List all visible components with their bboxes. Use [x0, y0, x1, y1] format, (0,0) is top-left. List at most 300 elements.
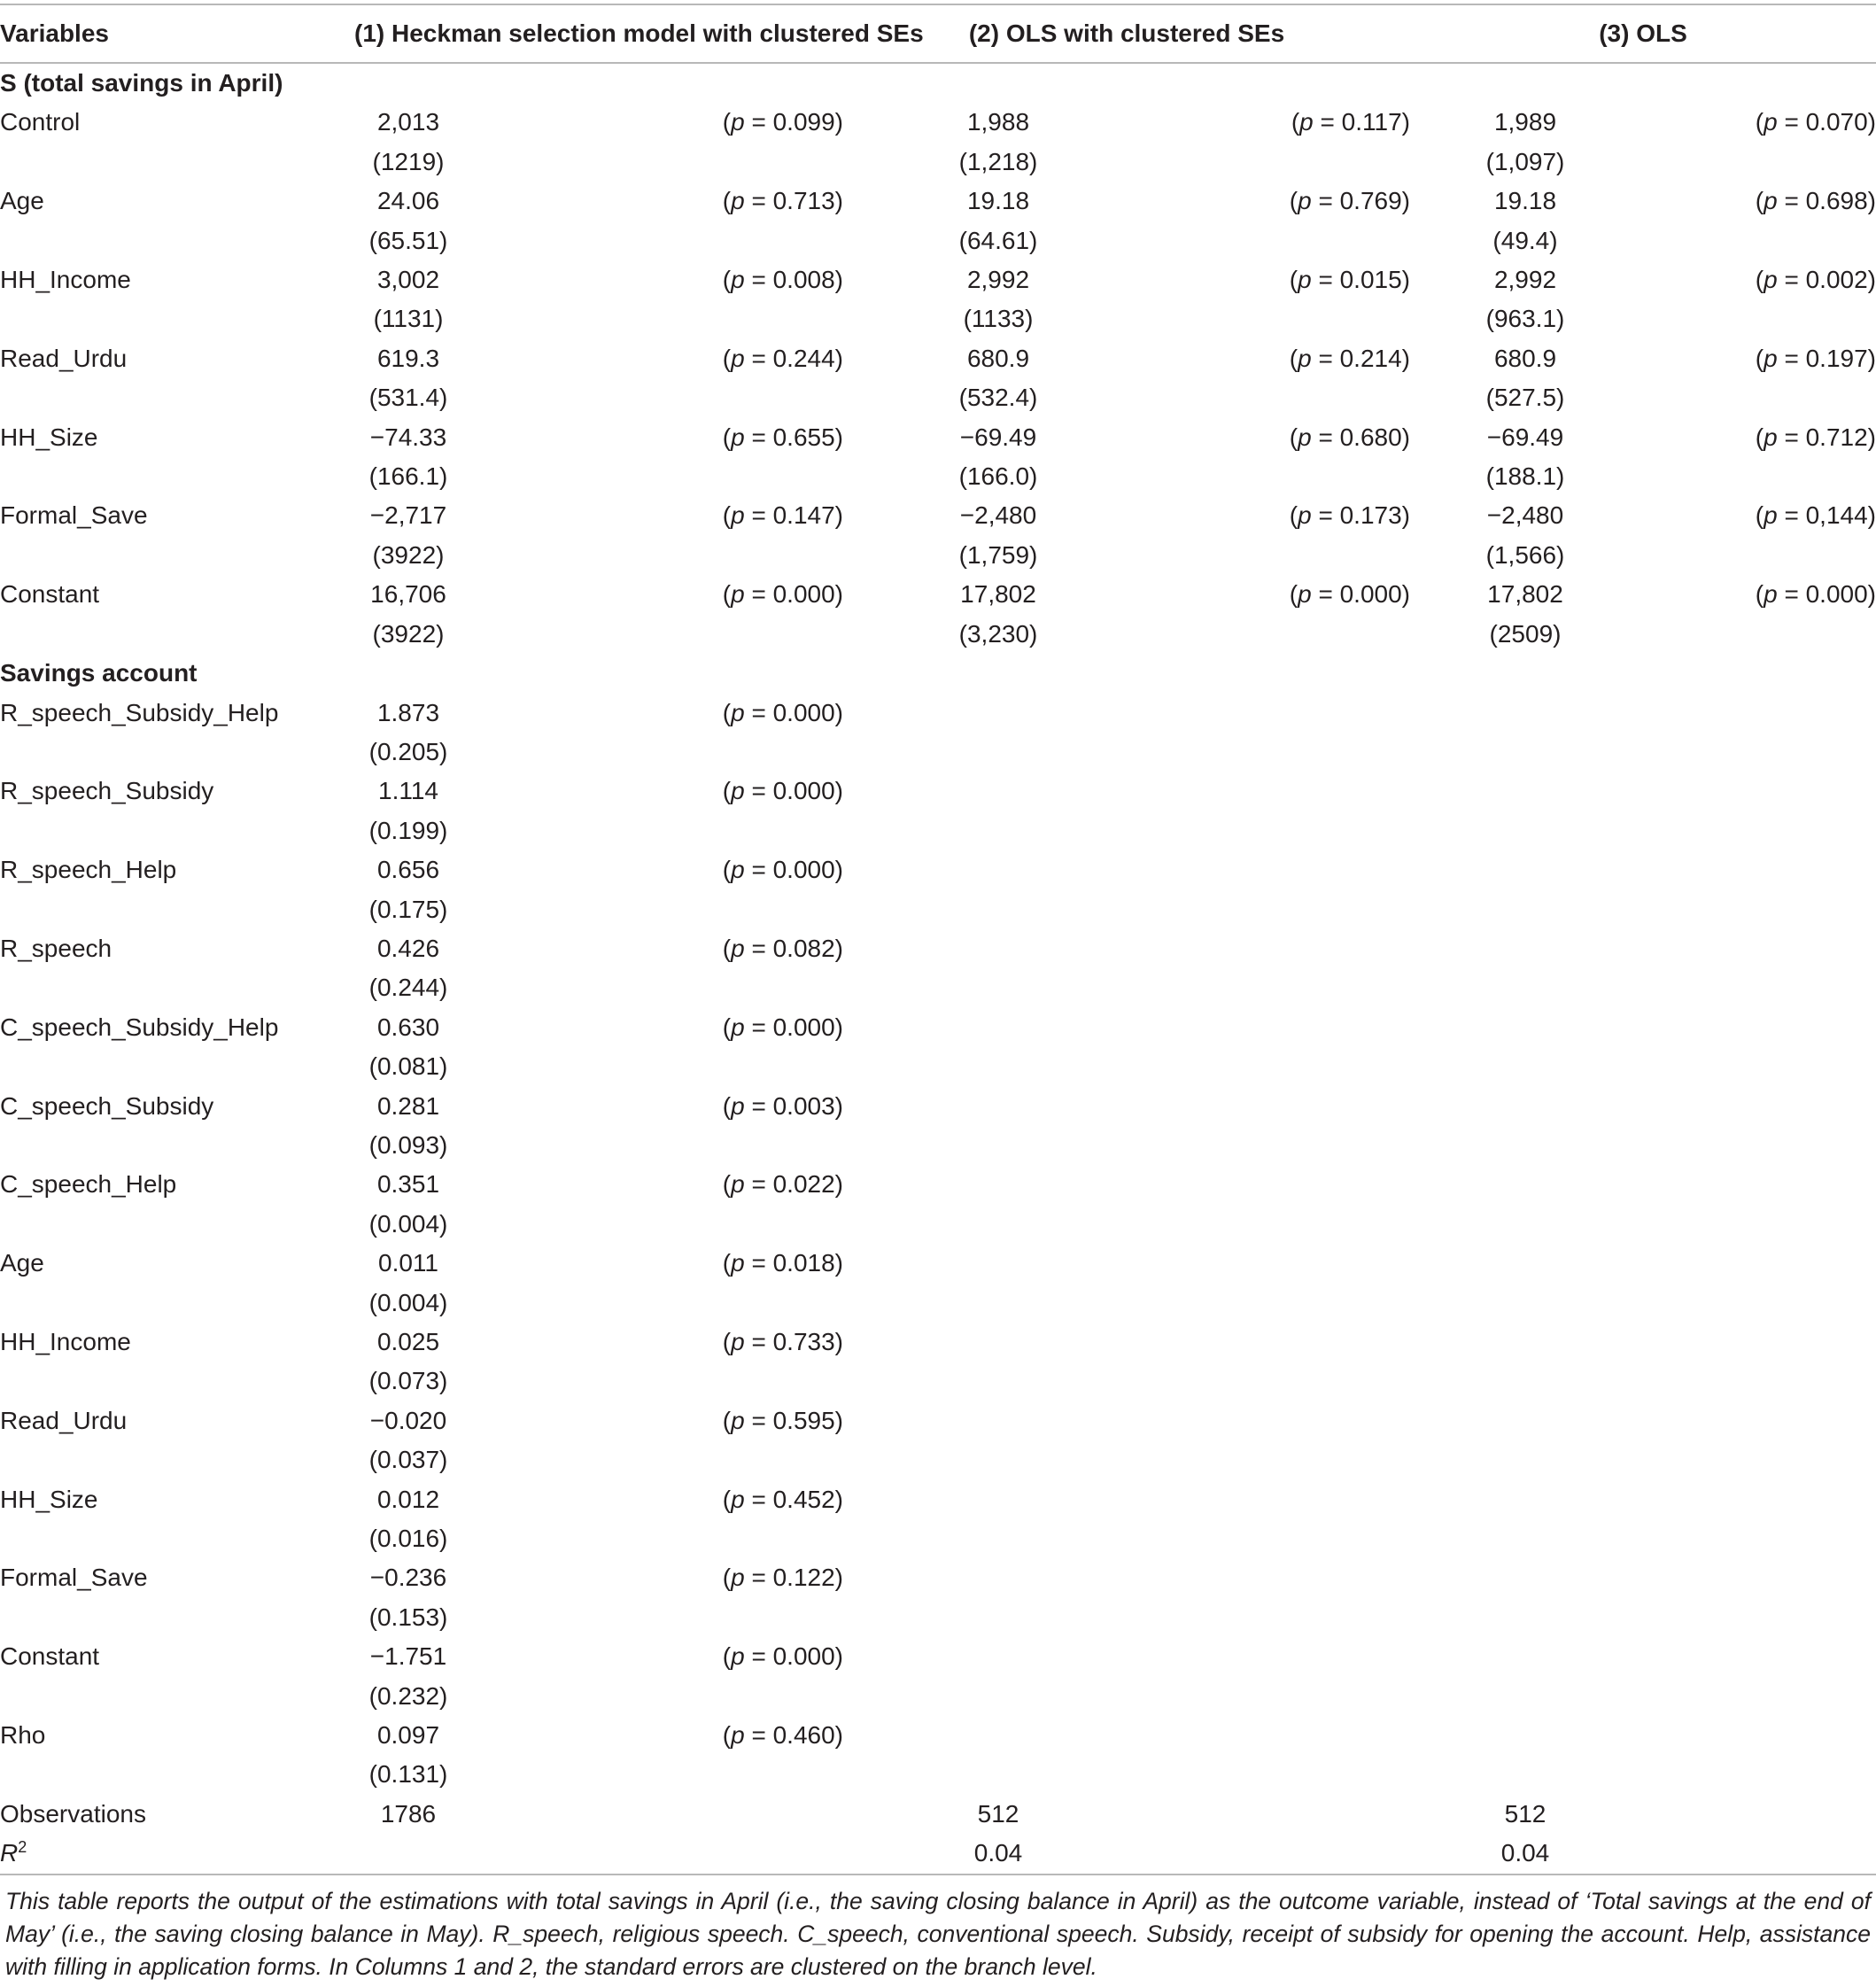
empty-cell: [1640, 457, 1876, 496]
coef-row: [0, 1244, 1876, 1283]
empty-cell: [462, 1755, 843, 1794]
empty-cell: [1640, 615, 1876, 654]
empty-cell: [0, 1205, 354, 1244]
p-open-paren: (: [722, 108, 732, 136]
pvalue-col1: [462, 339, 843, 378]
empty-cell: [462, 1519, 843, 1558]
pvalue-col2: [1153, 339, 1410, 378]
pvalue-col1: [462, 1087, 843, 1126]
se-col3: [1410, 1755, 1640, 1794]
p-open-paren: (: [722, 1091, 732, 1120]
empty-cell: [1153, 457, 1410, 496]
se-col2: [843, 1284, 1153, 1323]
coef-col1: −2,717: [369, 501, 447, 530]
p-close-paren: ): [834, 344, 843, 372]
empty-cell: [1153, 299, 1410, 338]
pvalue-col2: [1153, 1087, 1410, 1126]
empty-cell: [1640, 1440, 1876, 1479]
p-close-paren: ): [834, 934, 843, 962]
pvalue-col1: [462, 260, 843, 299]
se-col1: (0.004): [368, 1209, 448, 1238]
p-open-paren: (: [722, 698, 732, 726]
empty-cell: [1153, 1440, 1410, 1479]
empty-cell: [462, 457, 843, 496]
pvalue-col1: [462, 772, 843, 811]
se-col1: (0.037): [368, 1446, 448, 1474]
p-symbol: p: [731, 1170, 745, 1199]
header-col2: (2) OLS with clustered SEs: [843, 4, 1410, 63]
p-equals: =: [744, 934, 773, 962]
p-open-paren: (: [722, 777, 732, 805]
se-col1: (0.175): [368, 895, 448, 923]
p-close-paren: ): [834, 187, 843, 215]
se-row: [0, 615, 1876, 654]
p-symbol: p: [1299, 108, 1314, 136]
variable-label: R_speech_Subsidy: [0, 777, 214, 805]
p-open-paren: (: [722, 1249, 732, 1277]
coef-col2: [843, 1008, 1153, 1047]
empty-cell: [1640, 143, 1876, 182]
variable-label: R_speech: [0, 934, 112, 962]
empty-cell: [462, 968, 843, 1007]
p-equals: =: [744, 1406, 773, 1434]
p-symbol: p: [1298, 266, 1312, 294]
empty-cell: [462, 536, 843, 575]
p-value: 0.008: [772, 266, 835, 294]
variable-label: Age: [0, 1249, 44, 1277]
pvalue-col2: [1153, 929, 1410, 968]
coef-col2: 680.9: [966, 344, 1030, 372]
coef-col1: −74.33: [369, 423, 447, 451]
variable-label: C_speech_Subsidy: [0, 1091, 214, 1120]
pvalue-col2: [1153, 182, 1410, 221]
p-open-paren: (: [722, 501, 732, 530]
empty-cell: [1640, 536, 1876, 575]
empty-cell: [0, 1126, 354, 1165]
p-open-paren: (: [1289, 423, 1298, 451]
header-row: [0, 4, 1876, 63]
coef-row: [0, 1165, 1876, 1204]
empty-cell: [1153, 1834, 1410, 1874]
se-row: [0, 1047, 1876, 1086]
se-row: [0, 733, 1876, 772]
p-equals: =: [744, 777, 773, 805]
p-close-paren: ): [1867, 580, 1876, 609]
empty-cell: [1153, 1205, 1410, 1244]
p-open-paren: (: [722, 266, 732, 294]
coef-col1: 0.630: [376, 1013, 440, 1041]
empty-cell: [0, 536, 354, 575]
pvalue-col2: [1153, 575, 1410, 614]
empty-cell: [462, 1284, 843, 1323]
pvalue-col1: [462, 575, 843, 614]
p-close-paren: ): [1867, 344, 1876, 372]
empty-cell: [462, 615, 843, 654]
p-value: 0.460: [772, 1721, 835, 1750]
empty-cell: [1153, 536, 1410, 575]
p-equals: =: [1311, 423, 1340, 451]
p-equals: =: [744, 1013, 773, 1041]
pvalue-col3: [1640, 772, 1876, 811]
se-col3: [1410, 1598, 1640, 1637]
se-row: [0, 378, 1876, 417]
se-row: [0, 1755, 1876, 1794]
variable-label: Rho: [0, 1721, 46, 1750]
p-value: 0.099: [772, 108, 835, 136]
pvalue-col2: [1153, 496, 1410, 535]
p-symbol: p: [731, 108, 745, 136]
p-value: 0.197: [1805, 344, 1868, 372]
pvalue-col1: [462, 418, 843, 457]
observations-col1: 1786: [380, 1799, 437, 1828]
se-col2: [843, 1047, 1153, 1086]
empty-cell: [1153, 890, 1410, 929]
coef-col3: −2,480: [1486, 501, 1564, 530]
p-open-paren: (: [1755, 423, 1764, 451]
p-symbol: p: [731, 1013, 745, 1041]
pvalue-col3: [1640, 260, 1876, 299]
coef-row: [0, 1401, 1876, 1440]
pvalue-col2: [1153, 1165, 1410, 1204]
pvalue-col1: [462, 1244, 843, 1283]
empty-cell: [1640, 299, 1876, 338]
variable-label: Formal_Save: [0, 1564, 148, 1592]
variable-label: HH_Size: [0, 423, 98, 451]
se-row: [0, 299, 1876, 338]
empty-cell: [0, 1519, 354, 1558]
p-symbol: p: [731, 1328, 745, 1355]
empty-cell: [0, 378, 354, 417]
coef-col1: 16,706: [370, 580, 446, 609]
pvalue-col3: [1640, 1165, 1876, 1204]
se-row: [0, 1205, 1876, 1244]
pvalue-col3: [1640, 1637, 1876, 1676]
p-close-paren: ): [834, 1406, 843, 1434]
empty-cell: [1640, 1047, 1876, 1086]
p-value: 0.452: [772, 1485, 835, 1513]
coef-col3: [1410, 1323, 1640, 1362]
coef-col3: [1410, 1165, 1640, 1204]
p-equals: =: [1311, 580, 1340, 609]
coef-row: [0, 1480, 1876, 1519]
coef-col1: 3,002: [376, 266, 440, 294]
p-equals: =: [1777, 580, 1806, 609]
p-value: 0.595: [772, 1406, 835, 1434]
coef-col2: −69.49: [959, 423, 1037, 451]
p-close-paren: ): [834, 501, 843, 530]
empty-cell: [1640, 1205, 1876, 1244]
p-symbol: p: [731, 934, 745, 962]
se-col2: (64.61): [958, 226, 1038, 254]
pvalue-col3: [1640, 1401, 1876, 1440]
se-col2: [843, 1519, 1153, 1558]
pvalue-col1: [462, 1323, 843, 1362]
se-col3: [1410, 1047, 1640, 1086]
coef-row: [0, 772, 1876, 811]
pvalue-col1: [462, 182, 843, 221]
pvalue-col1: [462, 103, 843, 142]
coef-col3: [1410, 1637, 1640, 1676]
variable-label: Read_Urdu: [0, 1406, 128, 1434]
p-equals: =: [744, 1091, 773, 1120]
p-equals: =: [744, 423, 773, 451]
empty-cell: [462, 221, 843, 260]
pvalue-col1: [462, 1558, 843, 1597]
se-col3: [1410, 1677, 1640, 1716]
empty-cell: [1640, 1834, 1876, 1874]
empty-cell: [462, 1362, 843, 1401]
se-row: [0, 968, 1876, 1007]
coef-col2: [843, 1087, 1153, 1126]
pvalue-col3: [1640, 575, 1876, 614]
p-open-paren: (: [722, 344, 732, 372]
se-col3: (1,566): [1485, 540, 1565, 569]
p-value: 0.003: [772, 1091, 835, 1120]
se-col3: [1410, 1205, 1640, 1244]
se-col3: [1410, 1284, 1640, 1323]
coef-col1: 0.426: [376, 934, 440, 962]
se-col2: (1,759): [958, 540, 1038, 569]
p-value: 0.002: [1805, 266, 1868, 294]
pvalue-col2: [1153, 1558, 1410, 1597]
p-symbol: p: [1298, 580, 1312, 609]
p-equals: =: [744, 698, 773, 726]
p-open-paren: (: [722, 580, 732, 609]
se-col1: (65.51): [368, 226, 448, 254]
se-col3: (2509): [1489, 619, 1562, 648]
observations-label: Observations: [0, 1799, 146, 1828]
se-col2: [843, 733, 1153, 772]
variable-label: C_speech_Subsidy_Help: [0, 1013, 279, 1041]
p-symbol: p: [731, 423, 745, 451]
coef-col2: [843, 1244, 1153, 1283]
se-col1: (0.093): [368, 1130, 448, 1159]
coef-col1: 619.3: [376, 344, 440, 372]
se-col3: (49.4): [1492, 226, 1558, 254]
p-value: 0.147: [772, 501, 835, 530]
pvalue-col2: [1153, 103, 1410, 142]
empty-cell: [1640, 968, 1876, 1007]
p-value: 0.769: [1339, 187, 1402, 215]
empty-cell: [1640, 1598, 1876, 1637]
observations-col2: 512: [977, 1799, 1019, 1828]
p-equals: =: [744, 580, 773, 609]
pvalue-col3: [1640, 339, 1876, 378]
se-col3: [1410, 733, 1640, 772]
empty-cell: [462, 1440, 843, 1479]
p-equals: =: [744, 187, 773, 215]
variable-label: HH_Income: [0, 1328, 131, 1355]
p-symbol: p: [731, 1564, 745, 1592]
p-close-paren: ): [834, 580, 843, 609]
empty-cell: [462, 811, 843, 850]
p-value: 0.022: [772, 1170, 835, 1199]
p-value: 0.173: [1339, 501, 1402, 530]
se-col3: [1410, 1519, 1640, 1558]
pvalue-col3: [1640, 1244, 1876, 1283]
se-row: [0, 1284, 1876, 1323]
p-open-paren: (: [722, 934, 732, 962]
coef-row: [0, 694, 1876, 733]
p-equals: =: [744, 1328, 773, 1355]
p-open-paren: (: [722, 1406, 732, 1434]
p-value: 0.000: [772, 856, 835, 884]
p-equals: =: [744, 1564, 773, 1592]
p-close-paren: ): [1401, 266, 1410, 294]
p-open-paren: (: [722, 1564, 732, 1592]
coef-col1: 0.351: [376, 1170, 440, 1199]
section-label: S (total savings in April): [0, 69, 283, 97]
p-value: 0.680: [1339, 423, 1402, 451]
coef-col2: [843, 1637, 1153, 1676]
observations-row: [0, 1795, 1876, 1834]
empty-cell: [1153, 1795, 1410, 1834]
pvalue-col1: [462, 1165, 843, 1204]
coef-col3: [1410, 1558, 1640, 1597]
empty-cell: [0, 733, 354, 772]
p-open-paren: (: [1291, 108, 1300, 136]
p-close-paren: ): [834, 1091, 843, 1120]
coef-col1: 0.281: [376, 1091, 440, 1120]
empty-cell: [462, 1598, 843, 1637]
p-close-paren: ): [1401, 501, 1410, 530]
pvalue-col2: [1153, 1244, 1410, 1283]
empty-cell: [1153, 811, 1410, 850]
p-equals: =: [744, 266, 773, 294]
p-close-paren: ): [834, 1485, 843, 1513]
pvalue-col3: [1640, 1716, 1876, 1755]
section-header-savings: [0, 63, 1876, 103]
se-col2: [843, 811, 1153, 850]
coef-row: [0, 1558, 1876, 1597]
empty-cell: [1640, 811, 1876, 850]
p-open-paren: (: [722, 1170, 732, 1199]
p-symbol: p: [1298, 423, 1312, 451]
pvalue-col2: [1153, 772, 1410, 811]
pvalue-col2: [1153, 694, 1410, 733]
coef-col3: [1410, 1244, 1640, 1283]
empty-cell: [1153, 1362, 1410, 1401]
empty-cell: [0, 457, 354, 496]
p-symbol: p: [731, 1642, 745, 1671]
se-col3: [1410, 1126, 1640, 1165]
p-equals: =: [744, 108, 773, 136]
pvalue-col2: [1153, 850, 1410, 889]
pvalue-col2: [1153, 418, 1410, 457]
coef-col1: 0.025: [376, 1328, 440, 1355]
empty-cell: [1153, 1677, 1410, 1716]
empty-cell: [1640, 1795, 1876, 1834]
p-open-paren: (: [1755, 501, 1764, 530]
p-equals: =: [1777, 344, 1806, 372]
p-equals: =: [744, 856, 773, 884]
p-equals: =: [744, 1721, 773, 1750]
empty-cell: [462, 890, 843, 929]
p-value: 0.000: [772, 1013, 835, 1041]
p-value: 0.000: [772, 580, 835, 609]
se-row: [0, 1440, 1876, 1479]
coef-col3: [1410, 772, 1640, 811]
se-col1: (0.232): [368, 1681, 448, 1710]
coef-col3: 17,802: [1487, 580, 1563, 609]
coef-col1: 0.011: [378, 1249, 438, 1277]
p-symbol: p: [1298, 187, 1312, 215]
header-col3: (3) OLS: [1410, 4, 1876, 63]
pvalue-col1: [462, 496, 843, 535]
empty-cell: [0, 1598, 354, 1637]
se-row: [0, 1519, 1876, 1558]
p-close-paren: ): [1401, 423, 1410, 451]
coef-row: [0, 575, 1876, 614]
p-close-paren: ): [1867, 501, 1876, 530]
p-symbol: p: [731, 187, 745, 215]
pvalue-col2: [1153, 1323, 1410, 1362]
p-close-paren: ): [834, 1328, 843, 1355]
coef-col3: 1,989: [1493, 108, 1557, 136]
coef-row: [0, 182, 1876, 221]
coef-row: [0, 418, 1876, 457]
empty-cell: [1153, 1047, 1410, 1086]
se-row: [0, 1598, 1876, 1637]
coef-col2: [843, 1165, 1153, 1204]
p-value: 0,144: [1805, 501, 1868, 530]
header-col1: (1) Heckman selection model with clustered SEs: [354, 4, 843, 63]
empty-cell: [1153, 1755, 1410, 1794]
p-close-paren: ): [834, 1170, 843, 1199]
p-open-paren: (: [722, 1642, 732, 1671]
empty-cell: [0, 1440, 354, 1479]
p-symbol: p: [1764, 580, 1778, 609]
p-value: 0.000: [772, 777, 835, 805]
pvalue-col1: [462, 929, 843, 968]
p-symbol: p: [731, 1485, 745, 1513]
coef-col1: 24.06: [376, 187, 440, 215]
coef-col3: [1410, 1087, 1640, 1126]
se-row: [0, 143, 1876, 182]
coef-col1: 1.114: [378, 777, 438, 805]
p-symbol: p: [1764, 187, 1778, 215]
empty-cell: [1153, 615, 1410, 654]
empty-cell: [0, 1677, 354, 1716]
coef-col2: [843, 1558, 1153, 1597]
empty-cell: [462, 378, 843, 417]
p-value: 0.000: [1339, 580, 1402, 609]
se-col1: (0.081): [368, 1052, 448, 1081]
p-equals: =: [1311, 344, 1340, 372]
se-row: [0, 221, 1876, 260]
p-equals: =: [1777, 108, 1806, 136]
p-symbol: p: [731, 856, 745, 884]
se-col2: [843, 1362, 1153, 1401]
p-symbol: p: [1764, 423, 1778, 451]
p-open-paren: (: [1755, 266, 1764, 294]
p-close-paren: ): [834, 1013, 843, 1041]
p-value: 0.214: [1339, 344, 1402, 372]
p-value: 0.713: [772, 187, 835, 215]
se-col2: [843, 1677, 1153, 1716]
empty-cell: [1153, 1284, 1410, 1323]
p-symbol: p: [1298, 344, 1312, 372]
p-symbol: p: [731, 1721, 745, 1750]
pvalue-col3: [1640, 103, 1876, 142]
empty-cell: [1153, 1519, 1410, 1558]
p-symbol: p: [731, 777, 745, 805]
empty-cell: [0, 1362, 354, 1401]
empty-cell: [1640, 1677, 1876, 1716]
variable-label: R_speech_Help: [0, 856, 177, 884]
p-close-paren: ): [1867, 266, 1876, 294]
se-row: [0, 1126, 1876, 1165]
